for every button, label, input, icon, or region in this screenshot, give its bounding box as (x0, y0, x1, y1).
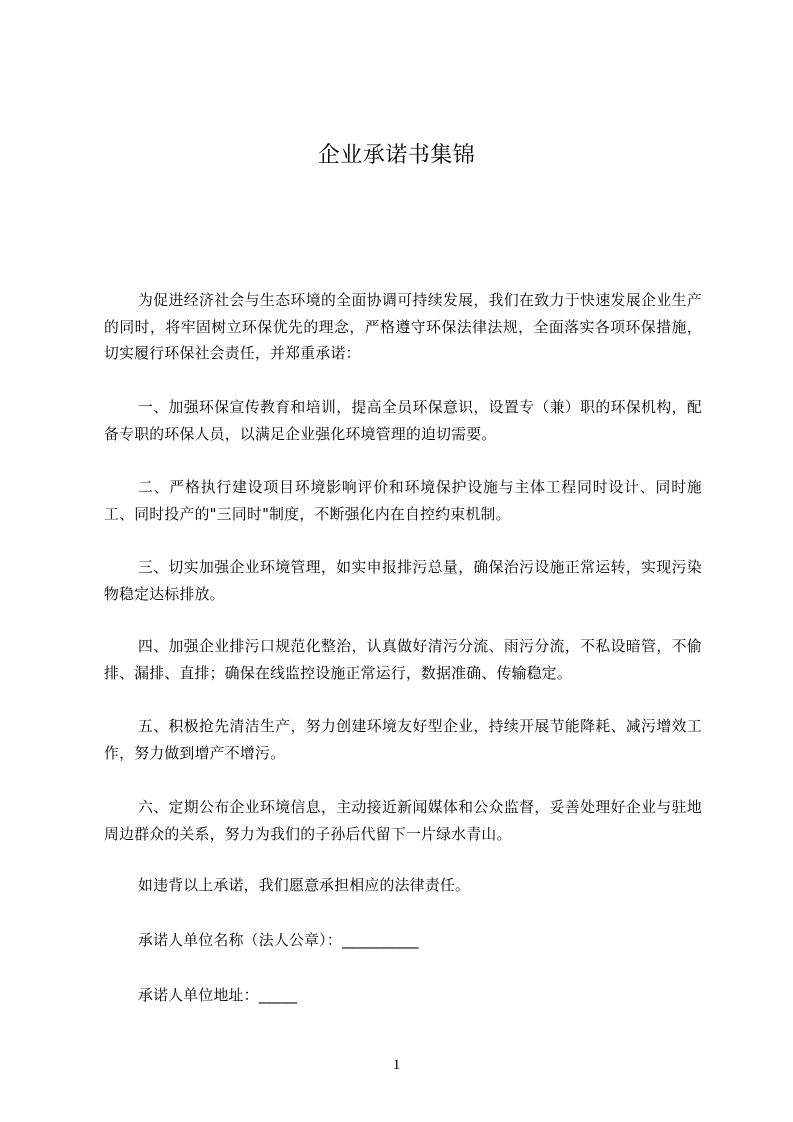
commitment-3 (104, 555, 702, 608)
paragraph-text: 如违背以上承诺，我们愿意承担相应的法律责任。 (138, 877, 471, 894)
commitment-1 (104, 395, 702, 448)
paragraph-text: 承诺人单位名称（法人公章）：__________ (138, 932, 419, 949)
commitment-6 (104, 795, 702, 848)
paragraph-text: 六、定期公布企业环境信息，主动接近新闻媒体和公众监督，妥善处理好企业与驻地周边群众的关系，努力为我们的子孙后代留下一片绿水青山。 (104, 799, 702, 843)
liability-statement (104, 873, 702, 900)
document-title: 企业承诺书集锦 (317, 143, 476, 168)
paragraph-text: 二、严格执行建设项目环境影响评价和环境保护设施与主体工程同时设计、同时施工、同时投产的"三同时"制度，不断强化内在自控约束机制。 (104, 479, 702, 523)
paragraph-text: 一、加强环保宣传教育和培训，提高全员环保意识，设置专（兼）职的环保机构，配备专职的环保人员，以满足企业强化环境管理的迫切需要。 (104, 399, 702, 443)
page-number: 1 (392, 1057, 401, 1073)
signatory-name-line (104, 928, 702, 955)
paragraph-text: 三、切实加强企业环境管理，如实申报排污总量，确保治污设施正常运转，实现污染物稳定达标排放。 (104, 559, 702, 603)
intro-paragraph (104, 288, 702, 368)
paragraph-text: 承诺人单位地址：_____ (138, 987, 298, 1004)
paragraph-text: 四、加强企业排污口规范化整治，认真做好清污分流、雨污分流，不私设暗管，不偷排、漏排、直排；确保在线监控设施正常运行，数据准确、传输稳定。 (104, 638, 702, 682)
paragraph-text: 五、积极抢先清洁生产，努力创建环境友好型企业，持续开展节能降耗、减污增效工作，努力做到增产不增污。 (104, 718, 702, 762)
signatory-address-line (104, 983, 702, 1010)
commitment-4 (104, 634, 702, 687)
paragraph-text: 为促进经济社会与生态环境的全面协调可持续发展，我们在致力于快速发展企业生产的同时，将牢固树立环保优先的理念，严格遵守环保法律法规，全面落实各项环保措施，切实履行环保社会责任，并郑重承诺： (104, 292, 702, 362)
commitment-5 (104, 714, 702, 767)
commitment-2 (104, 475, 702, 528)
